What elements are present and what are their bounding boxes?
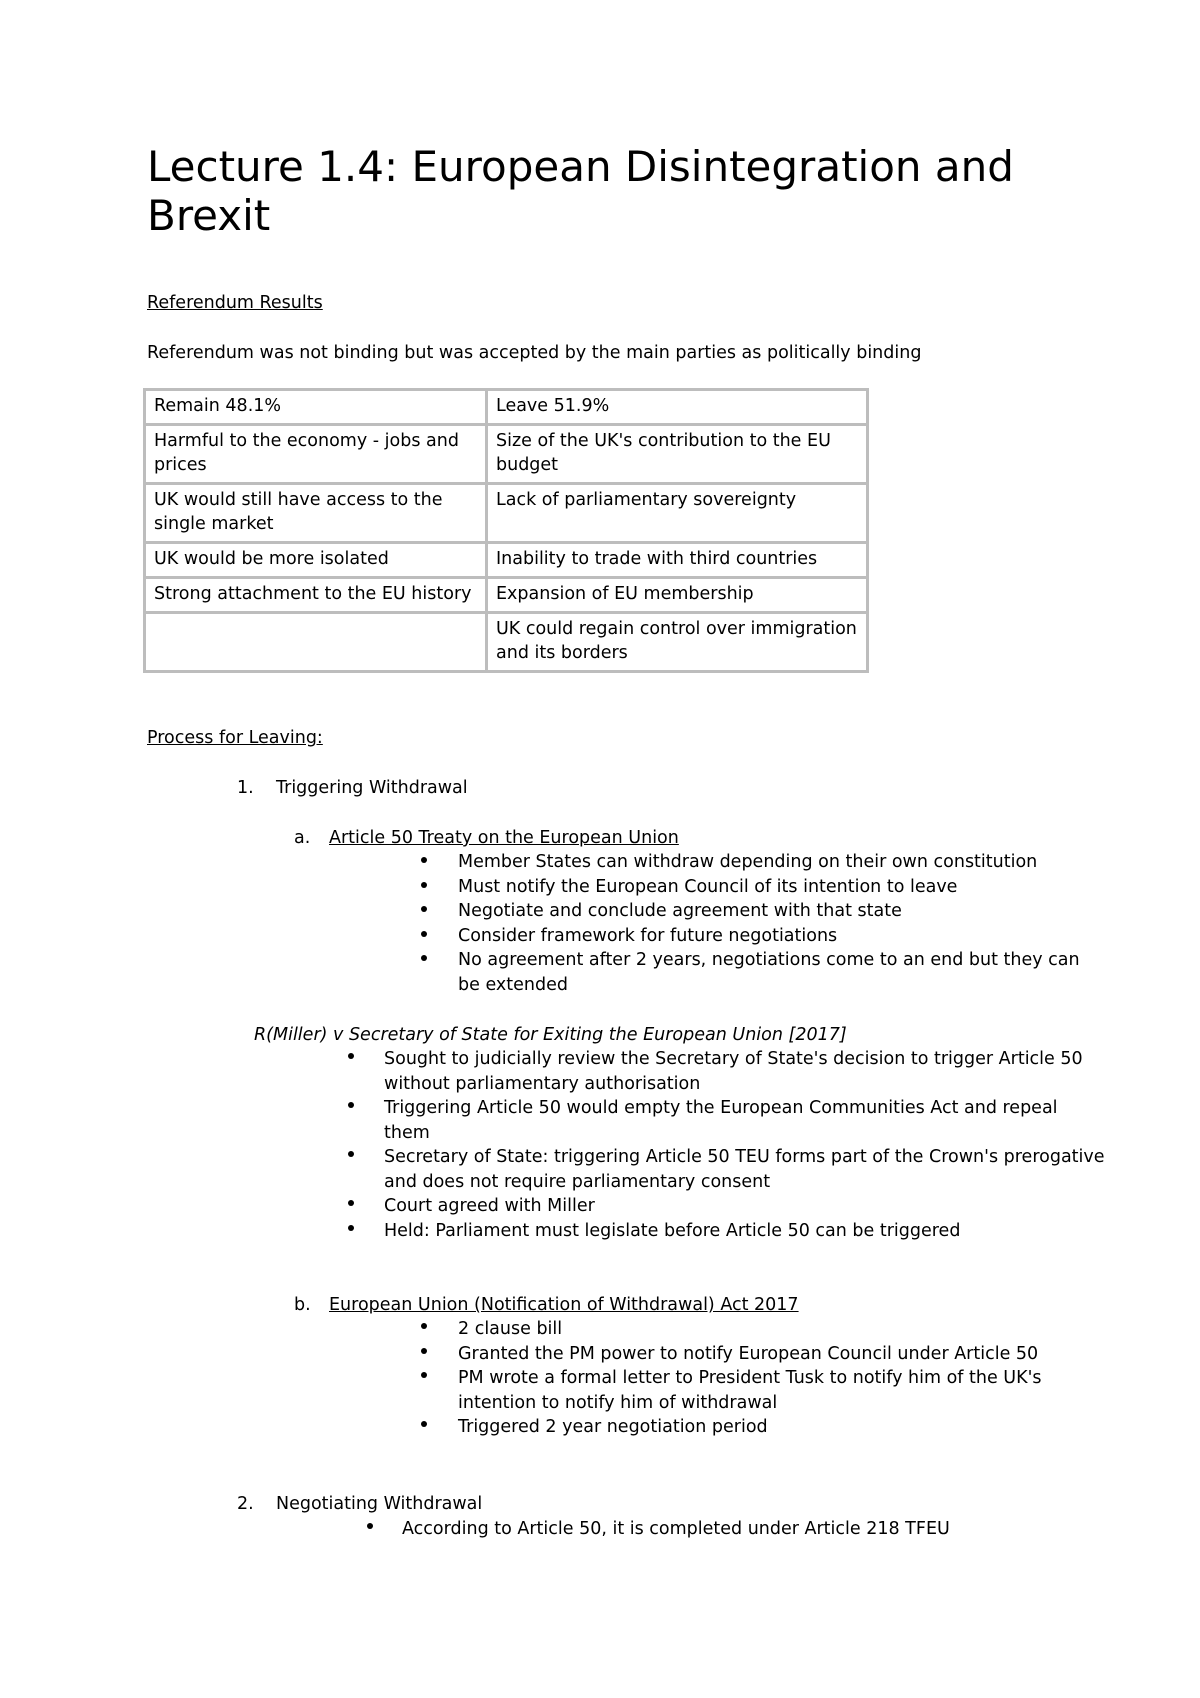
bullet-icon [348,1053,354,1059]
list-item: Sought to judicially review the Secretary of State's decision to trigger Article 50 [384,1049,1083,1069]
bullet-icon [348,1102,354,1108]
page-title: Lecture 1.4: European Disintegration and Brexit [147,142,1014,240]
bullet-icon [421,955,427,961]
bullet-icon [421,1323,427,1329]
step-1-number: 1. [237,778,254,798]
list-item-continuation: and does not require parliamentary consent [384,1172,771,1192]
referendum-results-table [143,388,869,673]
table-row [145,613,868,672]
table-cell-remain: Strong attachment to the EU history [145,578,487,613]
table-cell-leave: Size of the UK's contribution to the EU budget [487,425,868,484]
list-item: Member States can withdraw depending on their own constitution [458,852,1038,872]
referendum-note: Referendum was not binding but was accepted by the main parties as politically binding [147,343,922,363]
table-cell-remain: UK would still have access to the single market [145,484,487,543]
table-row [145,390,868,425]
bullet-icon [348,1151,354,1157]
bullet-icon [421,1421,427,1427]
sub-a-letter: a. [294,828,311,848]
table-cell-remain-empty [145,613,487,672]
list-item: No agreement after 2 years, negotiations come to an end but they can [458,950,1080,970]
table-row [145,578,868,613]
table-cell-leave: UK could regain control over immigration and its borders [487,613,868,672]
step-2-label: Negotiating Withdrawal [276,1494,483,1514]
sub-b-letter: b. [294,1295,311,1315]
list-item: Triggering Article 50 would empty the European Communities Act and repeal [384,1098,1058,1118]
table-cell-remain-header: Remain 48.1% [145,390,487,425]
list-item: Must notify the European Council of its intention to leave [458,877,958,897]
bullet-icon [421,882,427,888]
table-row [145,543,868,578]
miller-case-title: R(Miller) v Secretary of State for Exiting the European Union [2017] [254,1025,847,1045]
bullet-icon [421,1348,427,1354]
list-item-continuation: be extended [458,975,568,995]
table-cell-leave: Expansion of EU membership [487,578,868,613]
list-item: Negotiate and conclude agreement with that state [458,901,902,921]
bullet-icon [348,1200,354,1206]
table-row [145,484,868,543]
bullet-icon [421,931,427,937]
table-row [145,425,868,484]
process-heading: Process for Leaving: [147,728,323,748]
list-item: Secretary of State: triggering Article 50 TEU forms part of the Crown's prerogative [384,1147,1105,1167]
list-item: 2 clause bill [458,1319,563,1339]
step-1-label: Triggering Withdrawal [276,778,468,798]
table-cell-remain: Harmful to the economy - jobs and prices [145,425,487,484]
table-cell-leave-header: Leave 51.9% [487,390,868,425]
bullet-icon [421,1372,427,1378]
table-cell-leave: Inability to trade with third countries [487,543,868,578]
step-2-number: 2. [237,1494,254,1514]
table-cell-leave: Lack of parliamentary sovereignty [487,484,868,543]
list-item-continuation: them [384,1123,430,1143]
article-50-heading: Article 50 Treaty on the European Union [329,828,679,848]
bullet-icon [367,1523,373,1529]
list-item: Held: Parliament must legislate before Article 50 can be triggered [384,1221,961,1241]
list-item: Granted the PM power to notify European Council under Article 50 [458,1344,1039,1364]
list-item: PM wrote a formal letter to President Tusk to notify him of the UK's [458,1368,1042,1388]
bullet-icon [348,1225,354,1231]
list-item: Consider framework for future negotiations [458,926,838,946]
list-item: Triggered 2 year negotiation period [458,1417,768,1437]
list-item: Court agreed with Miller [384,1196,595,1216]
referendum-heading: Referendum Results [147,293,323,313]
list-item-continuation: intention to notify him of withdrawal [458,1393,778,1413]
list-item: According to Article 50, it is completed under Article 218 TFEU [402,1519,950,1539]
bullet-icon [421,906,427,912]
list-item-continuation: without parliamentary authorisation [384,1074,701,1094]
bullet-icon [421,857,427,863]
notification-act-heading: European Union (Notification of Withdrawal) Act 2017 [329,1295,799,1315]
table-cell-remain: UK would be more isolated [145,543,487,578]
